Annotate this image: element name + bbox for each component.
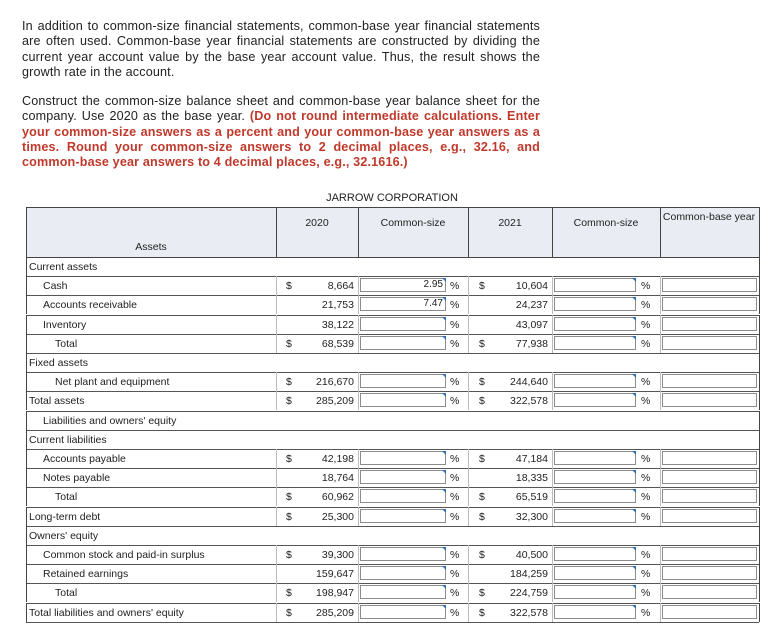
dollar-sign: $ [479,453,485,465]
row-divider [26,526,27,545]
percent-sign: % [641,472,651,484]
cell-divider [358,372,359,391]
row-divider [26,315,27,334]
divider [26,207,276,208]
value-2021: 77,938 [515,338,548,350]
row-label: Current assets [29,261,98,273]
row-divider [759,353,760,372]
value-2020: 39,300 [321,549,354,561]
cell-divider [552,372,553,391]
common-base-year-input[interactable] [662,566,757,580]
common-base-year-input[interactable] [662,278,757,292]
header-2020: 2020 [305,217,329,229]
row-divider [26,334,27,353]
common-size-2020-input[interactable] [360,605,446,619]
divider [660,207,661,257]
cell-divider [552,583,553,602]
common-size-2020-input[interactable] [360,451,446,465]
value-2021: 43,097 [515,319,548,331]
row-divider [26,353,759,354]
cell-divider [358,334,359,353]
row-divider [26,334,759,335]
cell-divider [468,276,469,295]
common-size-2021-input[interactable] [554,585,636,599]
percent-sign: % [450,319,460,331]
row-divider [759,334,760,353]
instructions-text: Construct the common-size balance sheet and common-base year balance sheet for the company. Use 2020 as the base year. [22,94,540,124]
divider [468,207,469,257]
row-divider [759,564,760,583]
cell-divider [468,603,469,622]
common-size-2020-input[interactable]: 2.95 [360,278,446,292]
dollar-sign: $ [479,511,485,523]
common-size-2021-input[interactable] [554,470,636,484]
row-label: Accounts payable [43,453,126,465]
row-divider [26,622,759,623]
row-divider [26,564,27,583]
percent-sign: % [641,453,651,465]
dollar-sign: $ [479,549,485,561]
cell-divider [276,372,277,391]
table-title: JARROW CORPORATION [326,192,458,204]
common-size-2021-input[interactable] [554,393,636,407]
row-divider [26,487,759,488]
common-base-year-input[interactable] [662,317,757,331]
cell-divider [358,507,359,526]
row-label: Accounts receivable [43,299,137,311]
value-2020: 285,209 [316,607,354,619]
dollar-sign: $ [479,338,485,350]
cell-divider [276,315,277,334]
row-label: Cash [43,280,68,292]
dollar-sign: $ [479,376,485,388]
row-divider [759,449,760,468]
cell-divider [552,334,553,353]
cell-divider [552,603,553,622]
row-divider [26,257,27,276]
percent-sign: % [450,280,460,292]
row-divider [26,603,759,604]
row-divider [26,583,759,584]
dollar-sign: $ [479,395,485,407]
row-label: Total [55,491,78,503]
dollar-sign: $ [479,607,485,619]
divider [759,207,760,257]
instructions-emphasis: (Do not round intermediate calculations. Enter your common-size answers as a percent and your common-base year answers as a times. Round your common-size answers to 2 decimal places, e.g., 32.16, and common-base year answers to 4 decimal places, e.g., 32.1616.) [22,109,541,170]
common-size-2020-input[interactable]: 7.47 [360,297,446,311]
row-divider [26,564,759,565]
percent-sign: % [450,376,460,388]
cell-divider [358,583,359,602]
header-common-base-year: Common-base year [662,211,756,223]
cell-divider [276,507,277,526]
common-base-year-input[interactable] [662,489,757,503]
common-size-2021-input[interactable] [554,451,636,465]
value-2020: 8,664 [327,280,354,292]
divider [276,207,759,208]
cell-divider [552,391,553,410]
value-2021: 10,604 [515,280,548,292]
header-2021: 2021 [498,217,522,229]
row-label: Liabilities and owners' equity [43,415,177,427]
dollar-sign: $ [286,395,292,407]
value-2021: 32,300 [515,511,548,523]
row-divider [26,603,27,622]
row-divider [26,295,759,296]
percent-sign: % [450,587,460,599]
cell-divider [276,545,277,564]
common-size-2020-input[interactable] [360,470,446,484]
cell-divider [660,545,661,564]
common-size-2021-input[interactable] [554,489,636,503]
value-2020: 21,753 [321,299,354,311]
dollar-sign: $ [479,491,485,503]
row-divider [759,257,760,276]
cell-divider [468,295,469,314]
percent-sign: % [450,299,460,311]
percent-sign: % [450,511,460,523]
common-size-2021-input[interactable] [554,317,636,331]
dollar-sign: $ [286,338,292,350]
cell-divider [468,391,469,410]
row-divider [26,276,759,277]
row-label: Inventory [43,319,87,331]
cell-divider [276,295,277,314]
value-2021: 65,519 [515,491,548,503]
common-size-2021-input[interactable] [554,547,636,561]
row-label: Fixed assets [29,357,88,369]
row-divider [26,315,759,316]
row-divider [26,411,759,412]
row-divider [26,468,27,487]
common-size-2020-input[interactable] [360,585,446,599]
cell-divider [276,603,277,622]
row-divider [26,430,759,431]
percent-sign: % [450,491,460,503]
row-divider [26,507,27,526]
value-2020: 38,122 [321,319,354,331]
row-divider [26,391,759,392]
percent-sign: % [450,472,460,484]
cell-divider [358,449,359,468]
common-size-2020-input[interactable] [360,509,446,523]
row-divider [26,276,27,295]
row-divider [26,449,27,468]
row-divider [26,295,27,314]
divider [552,207,553,257]
assets-heading: Assets [135,241,167,253]
row-divider [759,583,760,602]
cell-divider [468,487,469,506]
value-2020: 159,647 [316,568,354,580]
percent-sign: % [450,607,460,619]
row-label: Total [55,587,78,599]
cell-divider [552,507,553,526]
cell-divider [660,334,661,353]
cell-divider [660,449,661,468]
row-divider [759,276,760,295]
cell-divider [358,487,359,506]
value-2020: 25,300 [321,511,354,523]
cell-divider [552,487,553,506]
dollar-sign: $ [286,549,292,561]
row-label: Long-term debt [29,511,101,523]
common-base-year-input[interactable] [662,547,757,561]
cell-divider [358,315,359,334]
dollar-sign: $ [286,491,292,503]
value-2020: 216,670 [316,376,354,388]
dollar-sign: $ [479,280,485,292]
value-2020: 198,947 [316,587,354,599]
row-label: Common stock and paid-in surplus [43,549,205,561]
row-divider [26,526,759,527]
dollar-sign: $ [286,280,292,292]
cell-divider [468,315,469,334]
cell-divider [276,583,277,602]
header-common-size-2020: Common-size [380,217,446,229]
cell-divider [660,507,661,526]
percent-sign: % [641,549,651,561]
dollar-sign: $ [286,376,292,388]
percent-sign: % [641,299,651,311]
value-2020: 18,764 [321,472,354,484]
row-divider [26,487,27,506]
cell-divider [660,315,661,334]
percent-sign: % [641,338,651,350]
row-divider [26,468,759,469]
percent-sign: % [641,280,651,292]
cell-divider [660,583,661,602]
instructions-paragraph [22,94,540,170]
cell-divider [552,564,553,583]
row-divider [26,545,27,564]
common-size-2020-input[interactable] [360,317,446,331]
intro-paragraph: In addition to common-size financial statements, common-base year financial statements are often used. Common-base year financial statements are constructed by dividing the current year account value by the base year account value. Thus, the result shows the growth rate in the account. [22,19,540,79]
row-divider [26,507,759,508]
cell-divider [660,391,661,410]
value-2021: 244,640 [510,376,548,388]
value-2020: 68,539 [321,338,354,350]
divider [358,207,359,257]
cell-divider [660,487,661,506]
row-divider [26,583,27,602]
cell-divider [552,295,553,314]
row-divider [26,545,759,546]
common-base-year-input[interactable] [662,509,757,523]
cell-divider [660,276,661,295]
value-2020: 42,198 [321,453,354,465]
row-divider [759,526,760,545]
row-divider [759,372,760,391]
value-2021: 18,335 [515,472,548,484]
percent-sign: % [450,338,460,350]
common-size-2020-input[interactable] [360,336,446,350]
cell-divider [276,391,277,410]
common-size-2020-input[interactable] [360,489,446,503]
cell-divider [468,583,469,602]
row-divider [26,391,27,410]
row-divider [759,603,760,622]
divider [26,257,759,258]
value-2021: 224,759 [510,587,548,599]
common-size-2021-input[interactable] [554,566,636,580]
common-base-year-input[interactable] [662,336,757,350]
cell-divider [468,372,469,391]
cell-divider [660,468,661,487]
percent-sign: % [450,549,460,561]
cell-divider [358,603,359,622]
cell-divider [468,468,469,487]
header-common-size-2021: Common-size [573,217,639,229]
percent-sign: % [641,491,651,503]
percent-sign: % [641,511,651,523]
cell-divider [660,372,661,391]
row-divider [26,411,27,430]
dollar-sign: $ [479,587,485,599]
common-base-year-input[interactable] [662,605,757,619]
row-divider [26,449,759,450]
row-divider [759,487,760,506]
percent-sign: % [641,319,651,331]
cell-divider [468,564,469,583]
common-base-year-input[interactable] [662,451,757,465]
common-size-2021-input[interactable] [554,297,636,311]
dollar-sign: $ [286,511,292,523]
dollar-sign: $ [286,607,292,619]
cell-divider [276,564,277,583]
cell-divider [468,334,469,353]
percent-sign: % [450,453,460,465]
common-base-year-input[interactable] [662,585,757,599]
common-base-year-input[interactable] [662,393,757,407]
row-label: Owners' equity [29,530,99,542]
dollar-sign: $ [286,587,292,599]
row-label: Total liabilities and owners' equity [29,607,184,619]
divider [276,207,277,257]
percent-sign: % [641,568,651,580]
row-divider [26,430,27,449]
cell-divider [468,545,469,564]
cell-divider [552,315,553,334]
cell-divider [358,545,359,564]
row-label: Total [55,338,78,350]
percent-sign: % [641,395,651,407]
common-size-2021-input[interactable] [554,278,636,292]
value-2021: 40,500 [515,549,548,561]
cell-divider [468,507,469,526]
cell-divider [358,468,359,487]
common-size-2020-input[interactable] [360,374,446,388]
common-size-2020-input[interactable] [360,566,446,580]
cell-divider [660,603,661,622]
common-base-year-input[interactable] [662,374,757,388]
row-label: Retained earnings [43,568,129,580]
row-divider [759,468,760,487]
row-divider [759,507,760,526]
cell-divider [358,564,359,583]
cell-divider [660,295,661,314]
cell-divider [552,449,553,468]
percent-sign: % [641,587,651,599]
common-size-2020-input[interactable] [360,547,446,561]
percent-sign: % [450,395,460,407]
row-divider [759,430,760,449]
common-size-2021-input[interactable] [554,605,636,619]
cell-divider [276,487,277,506]
row-divider [26,372,27,391]
cell-divider [358,295,359,314]
cell-divider [552,545,553,564]
cell-divider [468,449,469,468]
percent-sign: % [450,568,460,580]
value-2021: 322,578 [510,607,548,619]
common-base-year-input[interactable] [662,297,757,311]
cell-divider [358,276,359,295]
cell-divider [660,564,661,583]
value-2021: 24,237 [515,299,548,311]
common-base-year-input[interactable] [662,470,757,484]
cell-divider [358,391,359,410]
cell-divider [276,276,277,295]
cell-divider [552,468,553,487]
common-size-2021-input[interactable] [554,509,636,523]
row-divider [759,411,760,430]
row-divider [759,545,760,564]
percent-sign: % [641,607,651,619]
common-size-2020-input[interactable] [360,393,446,407]
cell-divider [276,449,277,468]
divider [26,207,27,257]
common-size-2021-input[interactable] [554,336,636,350]
row-label: Notes payable [43,472,111,484]
cell-divider [276,468,277,487]
row-divider [759,391,760,410]
row-label: Net plant and equipment [55,376,170,388]
value-2021: 184,259 [510,568,548,580]
value-2020: 285,209 [316,395,354,407]
row-label: Current liabilities [29,434,107,446]
dollar-sign: $ [286,453,292,465]
row-divider [26,353,27,372]
row-divider [26,372,759,373]
value-2021: 322,578 [510,395,548,407]
value-2021: 47,184 [515,453,548,465]
cell-divider [552,276,553,295]
cell-divider [276,334,277,353]
row-label: Total assets [29,395,85,407]
percent-sign: % [641,376,651,388]
value-2020: 60,962 [321,491,354,503]
row-divider [759,315,760,334]
common-size-2021-input[interactable] [554,374,636,388]
row-divider [759,295,760,314]
